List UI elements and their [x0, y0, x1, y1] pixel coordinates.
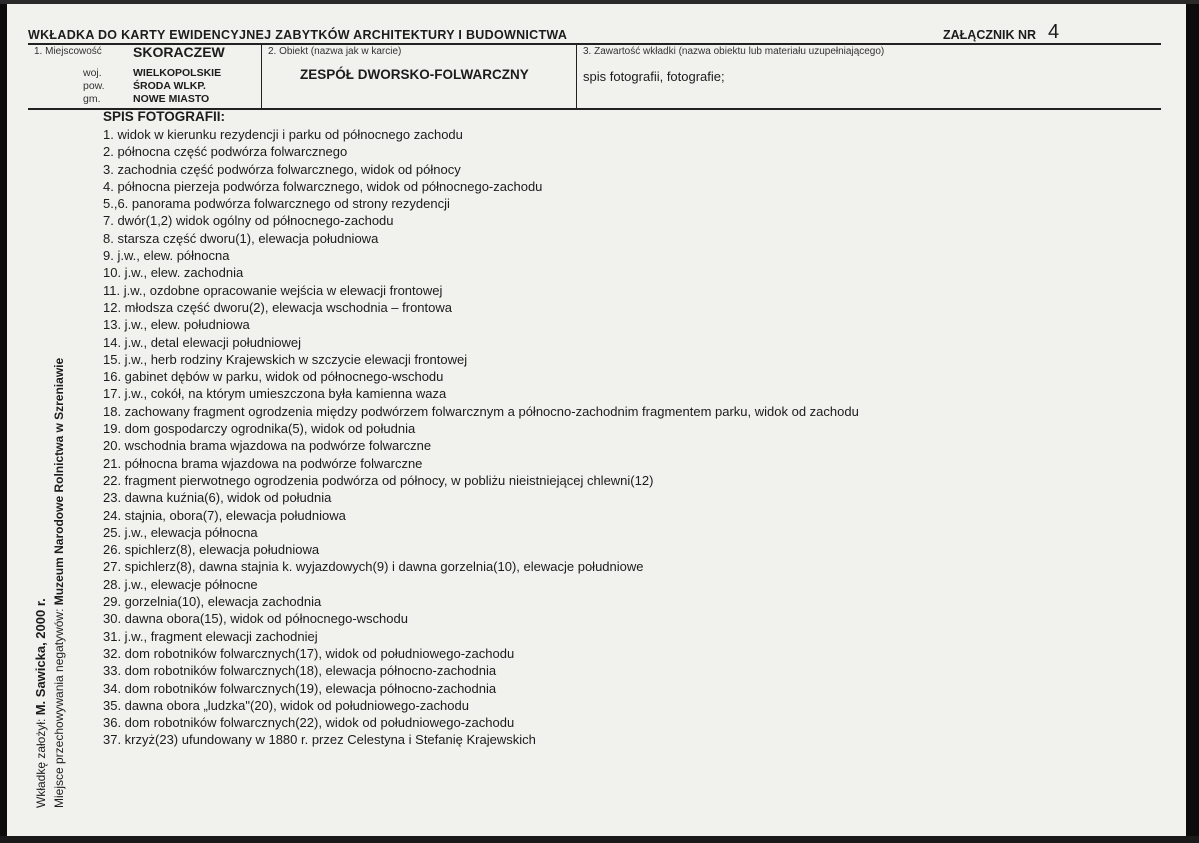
- list-item: 36. dom robotników folwarcznych(22), widok od południowego-zachodu: [103, 715, 515, 731]
- list-item: 5.,6. panorama podwórza folwarcznego od strony rezydencji: [103, 196, 450, 212]
- list-item: 21. północna brama wjazdowa na podwórze folwarczne: [103, 455, 423, 471]
- list-item: 18. zachowany fragment ogrodzenia między podwórzem folwarcznym a północno-zachodnim fragmentem parku, widok od zachodu: [103, 403, 859, 419]
- list-item: 8. starsza część dworu(1), elewacja południowa: [103, 230, 379, 246]
- negative-storage-value: Muzeum Narodowe Rolnictwa w Szreniawie: [52, 357, 66, 606]
- list-item: 13. j.w., elew. południowa: [103, 317, 250, 333]
- list-item: 7. dwór(1,2) widok ogólny od północnego-zachodu: [103, 213, 394, 229]
- scan-edge-bottom: [0, 836, 1199, 843]
- list-item: 11. j.w., ozdobne opracowanie wejścia w elewacji frontowej: [103, 282, 443, 298]
- list-item: 3. zachodnia część podwórza folwarcznego, widok od północy: [103, 161, 461, 177]
- annex-label: ZAŁĄCZNIK NR: [943, 28, 1037, 42]
- column-divider-2: [576, 43, 577, 109]
- negative-storage-label: Miejsce przechowywania negatywów:: [52, 608, 66, 808]
- commune-value: NOWE MIASTO: [133, 93, 210, 105]
- list-item: 2. północna część podwórza folwarcznego: [103, 144, 348, 160]
- list-item: 12. młodsza część dworu(2), elewacja wschodnia – frontowa: [103, 299, 453, 315]
- prepared-by-value: M. Sawicka, 2000 r.: [33, 598, 48, 716]
- voivodeship-value: WIELKOPOLSKIE: [133, 67, 222, 79]
- list-item: 30. dawna obora(15), widok od północnego-wschodu: [103, 611, 408, 627]
- county-value: ŚRODA WLKP.: [133, 80, 206, 92]
- list-item: 37. krzyż(23) ufundowany w 1880 r. przez Celestyna i Stefanię Krajewskich: [103, 732, 536, 748]
- scan-edge-right: [1186, 0, 1199, 843]
- contents-label: 3. Zawartość wkładki (nazwa obiektu lub materiału uzupełniającego): [583, 46, 885, 57]
- list-item: 25. j.w., elewacja północna: [103, 524, 258, 540]
- column-divider-1: [261, 43, 262, 109]
- list-item: 28. j.w., elewacje północne: [103, 576, 258, 592]
- list-item: 29. gorzelnia(10), elewacja zachodnia: [103, 594, 322, 610]
- list-item: 20. wschodnia brama wjazdowa na podwórze folwarczne: [103, 438, 432, 454]
- prepared-by-label: Wkładkę założył:: [34, 718, 48, 808]
- list-item: 35. dawna obora „ludzka"(20), widok od południowego-zachodu: [103, 697, 469, 713]
- list-item: 34. dom robotników folwarcznych(19), elewacja północno-zachodnia: [103, 680, 497, 696]
- negative-storage: [52, 358, 66, 808]
- list-item: 10. j.w., elew. zachodnia: [103, 265, 244, 281]
- object-label: 2. Obiekt (nazwa jak w karcie): [268, 46, 402, 57]
- list-item: 17. j.w., cokół, na którym umieszczona była kamienna waza: [103, 386, 447, 402]
- annex-number: 4: [1048, 21, 1060, 43]
- locality-label: 1. Miejscowość: [34, 46, 102, 57]
- section-title: SPIS FOTOGRAFII:: [103, 109, 226, 124]
- list-item: 14. j.w., detal elewacji południowej: [103, 334, 302, 350]
- list-item: 16. gabinet dębów w parku, widok od północnego-wschodu: [103, 369, 444, 385]
- list-item: 24. stajnia, obora(7), elewacja południowa: [103, 507, 346, 523]
- photo-list: [103, 126, 1103, 766]
- list-item: 19. dom gospodarczy ogrodnika(5), widok od południa: [103, 421, 416, 437]
- list-item: 32. dom robotników folwarcznych(17), widok od południowego-zachodu: [103, 645, 515, 661]
- list-item: 31. j.w., fragment elewacji zachodniej: [103, 628, 318, 644]
- list-item: 1. widok w kierunku rezydencji i parku od północnego zachodu: [103, 127, 463, 142]
- commune-label: gm.: [83, 93, 101, 105]
- list-item: 4. północna pierzeja podwórza folwarcznego, widok od północnego-zachodu: [103, 178, 543, 194]
- county-label: pow.: [83, 80, 105, 92]
- list-item: 22. fragment pierwotnego ogrodzenia podwórza od północy, w pobliżu nieistniejącej chlewni(12): [103, 472, 654, 488]
- list-item: 27. spichlerz(8), dawna stajnia k. wyjazdowych(9) i dawna gorzelnia(10), elewacje południowe: [103, 559, 644, 575]
- prepared-by: [33, 598, 48, 808]
- list-item: 15. j.w., herb rodziny Krajewskich w szczycie elewacji frontowej: [103, 351, 468, 367]
- form-title: WKŁADKA DO KARTY EWIDENCYJNEJ ZABYTKÓW ARCHITEKTURY I BUDOWNICTWA: [28, 28, 568, 42]
- scan-edge-left: [0, 0, 7, 843]
- object-value: ZESPÓŁ DWORSKO-FOLWARCZNY: [300, 67, 529, 82]
- voivodeship-label: woj.: [83, 67, 102, 79]
- list-item: 26. spichlerz(8), elewacja południowa: [103, 542, 320, 558]
- list-item: 33. dom robotników folwarcznych(18), elewacja północno-zachodnia: [103, 663, 497, 679]
- contents-value: spis fotografii, fotografie;: [583, 69, 725, 84]
- list-item: 23. dawna kuźnia(6), widok od południa: [103, 490, 332, 506]
- list-item: 9. j.w., elew. północna: [103, 248, 230, 264]
- scan-edge-top: [0, 0, 1199, 4]
- list-item: [103, 749, 1103, 766]
- locality-value: SKORACZEW: [133, 44, 225, 60]
